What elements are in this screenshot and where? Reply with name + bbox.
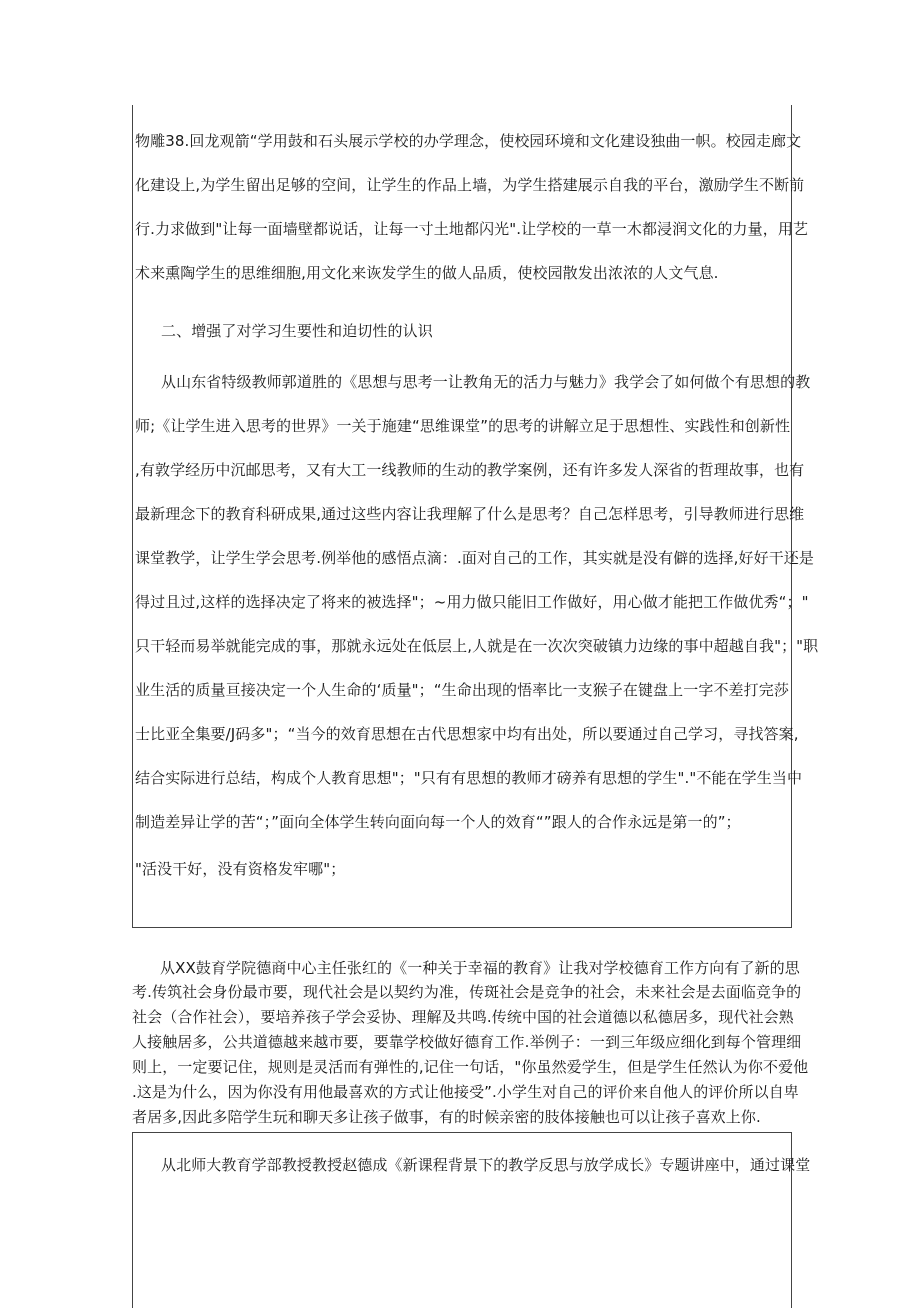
paragraph-line: 得过且过,这样的选择决定了将来的被选择"；~用力做只能旧工作做好，用心做才能把工作做优秀“；" (135, 593, 809, 611)
paragraph-line: 从XX鼓育学院德商中心主任张红的《一种关于幸福的教育》让我对学校德育工作方向有了新的思 (160, 959, 800, 977)
paragraph-line: 课堂教学，让学生学会思考.例举他的感悟点滴：.面对自己的工作，其实就是没有僻的选择,好好干还是 (135, 549, 815, 567)
paragraph-line: 社会（合作社会），要培养孩子学会妥协、理解及共鸣.传统中国的社会道德以私德居多，现代社会熟 (132, 1008, 794, 1026)
paragraph-line: 行.力求做到"让每一面墙壁都说话，让每一寸土地都闪光".让学校的一草一木都浸润文化的力量，用艺 (135, 220, 809, 238)
paragraph-line: 结合实际进行总结，构成个人教育思想"；"只有有思想的教师才磅养有思想的学生"."不能在学生当中 (135, 769, 803, 787)
paragraph-line: 物雕38.回龙观箭“学用鼓和石头展示学校的办学理念，使校园环境和文化建设独曲一帜。校园走廊文 (135, 132, 802, 150)
paragraph-line: 制造差异让学的苦“；”面向全体学生转向面向每一个人的效育“”跟人的合作永远是第一的”； (135, 813, 741, 831)
paragraph-line: "活没干好，没有资格发牢哪"； (135, 860, 346, 878)
paragraph-line: 从山东省特级教师郭道胜的《思想与思考一让教角无的活力与魅力》我学会了如何做个有思想的教 (161, 373, 811, 391)
paragraph-line: 只干轻而易举就能完成的事，那就永远处在低层上,人就是在一次次突破镇力边缘的事中超越自我"；"职 (135, 637, 819, 655)
paragraph-line: 师;《让学生进入思考的世界》一关于施建“思维课堂”的思考的讲解立足于思想性、实践性和创新性 (135, 417, 791, 435)
paragraph-line: 术来熏陶学生的思维细胞,用文化来诙发学生的做人品质，使校园散发出浓浓的人文气息. (135, 264, 719, 282)
paragraph-line: 业生活的质量亘接决定一个人生命的‘质量"；“生命出现的悟率比一支猴子在键盘上一字不差打完莎 (135, 681, 789, 699)
paragraph-line: ,有敦学经历中沉邮思考，又有大工一线教师的生动的教学案例，还有许多发人深省的哲理故事，也有 (135, 461, 805, 479)
paragraph-line: 最新理念下的教育科研成果,通过这些内容让我理解了什么是思考？自己怎样思考，引导教师进行思维 (135, 505, 805, 523)
paragraph-line: 化建设上,为学生留出足够的空间，让学生的作品上墙，为学生搭建展示自我的平台，激励学生不断前 (135, 176, 805, 194)
bordered-text-box-lower (132, 1132, 811, 1308)
paragraph-line: 则上，一定要记住，规则是灵活而有弹性的,记住一句话，"你虽然爱学生，但是学生任然认为你不爱他 (132, 1058, 809, 1076)
section-heading: 二、增强了对学习生要性和迫切性的认识 (161, 322, 433, 340)
bordered-text-box-upper (132, 105, 819, 928)
paragraph-line: 从北师大教育学部教授教授赵德成《新课程背景下的教学反思与放学成长》专题讲座中，通过课堂 (161, 1156, 811, 1174)
paragraph-line: 人接触居多，公共道德越来越市要，要靠学校做好德育工作.举例子：一到三年级应细化到每个管理细 (132, 1033, 802, 1051)
paragraph-line: 士比亚全集要/J码多"；“当今的效育思想在古代思想家中均有出处，所以要通过自己学习，寻找答案, (135, 725, 799, 743)
paragraph-line: 者居多,因此多陪学生玩和聊天多让孩子做事，有的时候亲密的肢体接触也可以让孩子喜欢上你. (132, 1108, 761, 1126)
paragraph-line: .这是为什么，因为你没有用他最喜欢的方式让他接受”.小学生对自己的评价来自他人的评价所以自卑 (132, 1083, 799, 1101)
paragraph-line: 考.传筑社会身份最市要，现代社会是以契约为准，传斑社会是竞争的社会，未来社会是去面临竞争的 (132, 983, 802, 1001)
